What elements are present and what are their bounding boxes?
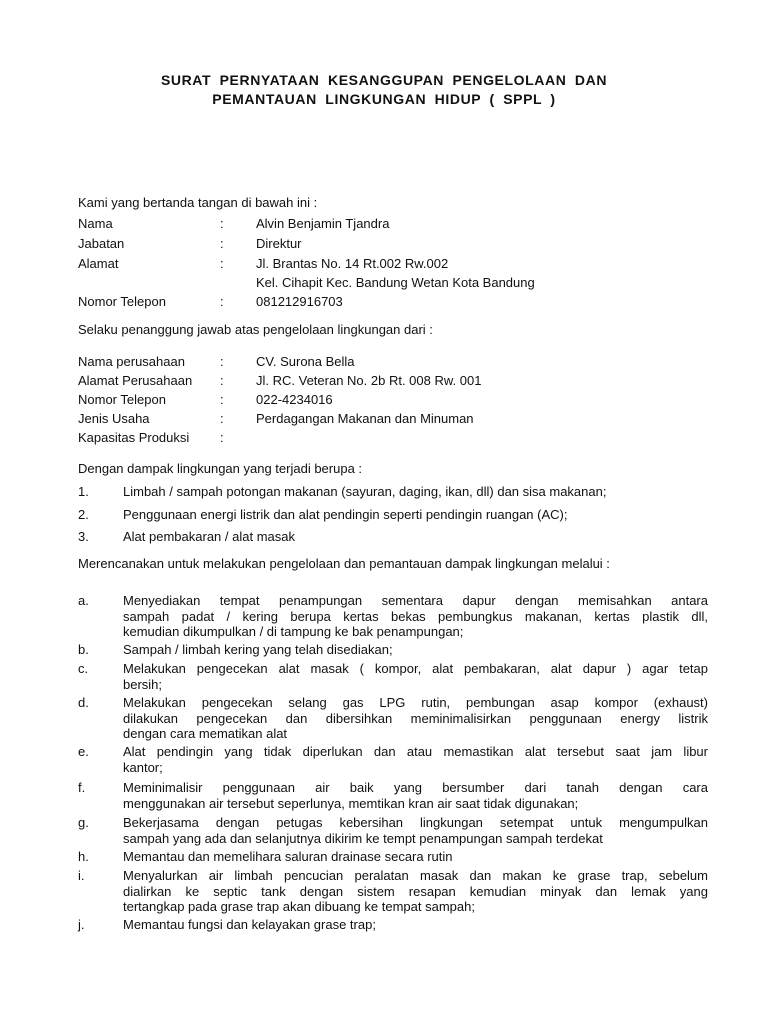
plan-line: Bekerjasama dengan petugas kebersihan lingkungan setempat untuk mengumpulkan: [123, 815, 708, 830]
impact-number: 2.: [78, 507, 89, 522]
plan-line: Sampah / limbah kering yang telah disediakan;: [123, 642, 393, 657]
field-value: 081212916703: [256, 294, 343, 309]
impact-item: Limbah / sampah potongan makanan (sayuran, daging, ikan, dll) dan sisa makanan;: [123, 484, 607, 499]
impact-number: 3.: [78, 529, 89, 544]
field-label: Alamat Perusahaan: [78, 373, 193, 388]
field-colon: :: [220, 294, 224, 309]
plan-marker: f.: [78, 780, 86, 795]
field-value: Direktur: [256, 236, 302, 251]
plan-line: Melakukan pengecekan alat masak ( kompor, alat pembakaran, alat dapur ) agar tetap: [123, 661, 708, 676]
intro-statement: Kami yang bertanda tangan di bawah ini :: [78, 195, 318, 210]
impact-statement: Dengan dampak lingkungan yang terjadi berupa :: [78, 461, 363, 476]
title-line-1: SURAT PERNYATAAN KESANGGUPAN PENGELOLAAN DAN: [160, 72, 608, 88]
field-colon: :: [220, 430, 224, 445]
impact-item: Alat pembakaran / alat masak: [123, 529, 295, 544]
field-value: Kel. Cihapit Kec. Bandung Wetan Kota Bandung: [256, 275, 535, 290]
plan-line: tertangkap pada grase trap akan dibuang ke tempat sampah;: [123, 899, 475, 914]
field-label: Jabatan: [78, 236, 125, 251]
plan-marker: h.: [78, 849, 89, 864]
field-colon: :: [220, 373, 224, 388]
plan-line: dengan cara mematikan alat: [123, 726, 288, 741]
plan-line: dialirkan ke septic tank dengan sistem resapan kemudian minyak dan lemak yang: [123, 883, 708, 899]
field-label: Nomor Telepon: [78, 392, 166, 407]
field-value: Jl. RC. Veteran No. 2b Rt. 008 Rw. 001: [256, 373, 482, 388]
plan-text: [123, 744, 708, 775]
title-line-2: PEMANTAUAN LINGKUNGAN HIDUP ( SPPL ): [212, 91, 556, 107]
field-colon: :: [220, 411, 224, 426]
field-colon: :: [220, 236, 224, 251]
plan-marker: e.: [78, 744, 89, 759]
field-value: Alvin Benjamin Tjandra: [256, 216, 390, 231]
plan-text: [123, 815, 708, 846]
responsible-statement: Selaku penanggung jawab atas pengelolaan lingkungan dari :: [78, 322, 433, 337]
plan-text: [123, 593, 708, 640]
plan-line: bersih;: [123, 676, 163, 692]
field-value: Perdagangan Makanan dan Minuman: [256, 411, 474, 426]
plan-marker: a.: [78, 593, 89, 608]
field-value: CV. Surona Bella: [256, 354, 355, 369]
plan-line: Meminimalisir penggunaan air baik yang bersumber dari tanah dengan cara: [123, 780, 708, 795]
plan-marker: d.: [78, 695, 89, 710]
field-label: Nama: [78, 216, 113, 231]
plan-line: kantor;: [123, 759, 163, 775]
plan-line: Memantau fungsi dan kelayakan grase trap;: [123, 917, 376, 932]
field-label: Alamat: [78, 256, 119, 271]
plan-marker: g.: [78, 815, 89, 830]
field-label: Nomor Telepon: [78, 294, 166, 309]
plan-text: [123, 868, 708, 915]
plan-marker: b.: [78, 642, 89, 657]
field-value: 022-4234016: [256, 392, 333, 407]
plan-line: Alat pendingin yang tidak diperlukan dan atau memastikan alat tersebut saat jam libur: [123, 744, 708, 759]
impact-item: Penggunaan energi listrik dan alat pendingin seperti pendingin ruangan (AC);: [123, 507, 568, 522]
plan-line: sampah yang ada dan selanjutnya dikirim ke tempt penampungan sampah terdekat: [123, 830, 603, 846]
plan-line: Melakukan pengecekan selang gas LPG rutin, pembungan asap kompor (exhaust): [123, 695, 708, 710]
field-colon: :: [220, 256, 224, 271]
plan-statement: Merencanakan untuk melakukan pengelolaan dan pemantauan dampak lingkungan melalui :: [78, 556, 610, 571]
plan-marker: c.: [78, 661, 89, 676]
plan-line: Menyalurkan air limbah pencucian peralatan masak dan makan ke grase trap, sebelum: [123, 868, 708, 883]
field-label: Nama perusahaan: [78, 354, 185, 369]
plan-line: Memantau dan memelihara saluran drainase secara rutin: [123, 849, 453, 864]
plan-line: kemudian dikumpulkan / di tampung ke bak penampungan;: [123, 624, 464, 639]
plan-line: sampah padat / kering berupa kertas bekas pembungkus makanan, kertas plastik dll,: [123, 608, 708, 624]
plan-marker: j.: [78, 917, 85, 932]
plan-line: menggunakan air tersebut seperlunya, memtikan kran air saat tidak digunakan;: [123, 795, 579, 811]
plan-line: dilakukan pengecekan dan dibersihkan meminimalisirkan penggunaan energy listrik: [123, 710, 708, 726]
field-label: Kapasitas Produksi: [78, 430, 190, 445]
plan-text: [123, 642, 708, 658]
document-title: [0, 71, 768, 109]
plan-text: [123, 695, 708, 742]
plan-line: Menyediakan tempat penampungan sementara dapur dengan memisahkan antara: [123, 593, 708, 608]
plan-marker: i.: [78, 868, 85, 883]
field-colon: :: [220, 392, 224, 407]
field-value: Jl. Brantas No. 14 Rt.002 Rw.002: [256, 256, 449, 271]
field-label: Jenis Usaha: [78, 411, 150, 426]
plan-text: [123, 917, 708, 933]
impact-number: 1.: [78, 484, 89, 499]
field-colon: :: [220, 354, 224, 369]
plan-text: [123, 661, 708, 692]
plan-text: [123, 780, 708, 811]
field-colon: :: [220, 216, 224, 231]
plan-text: [123, 849, 708, 865]
